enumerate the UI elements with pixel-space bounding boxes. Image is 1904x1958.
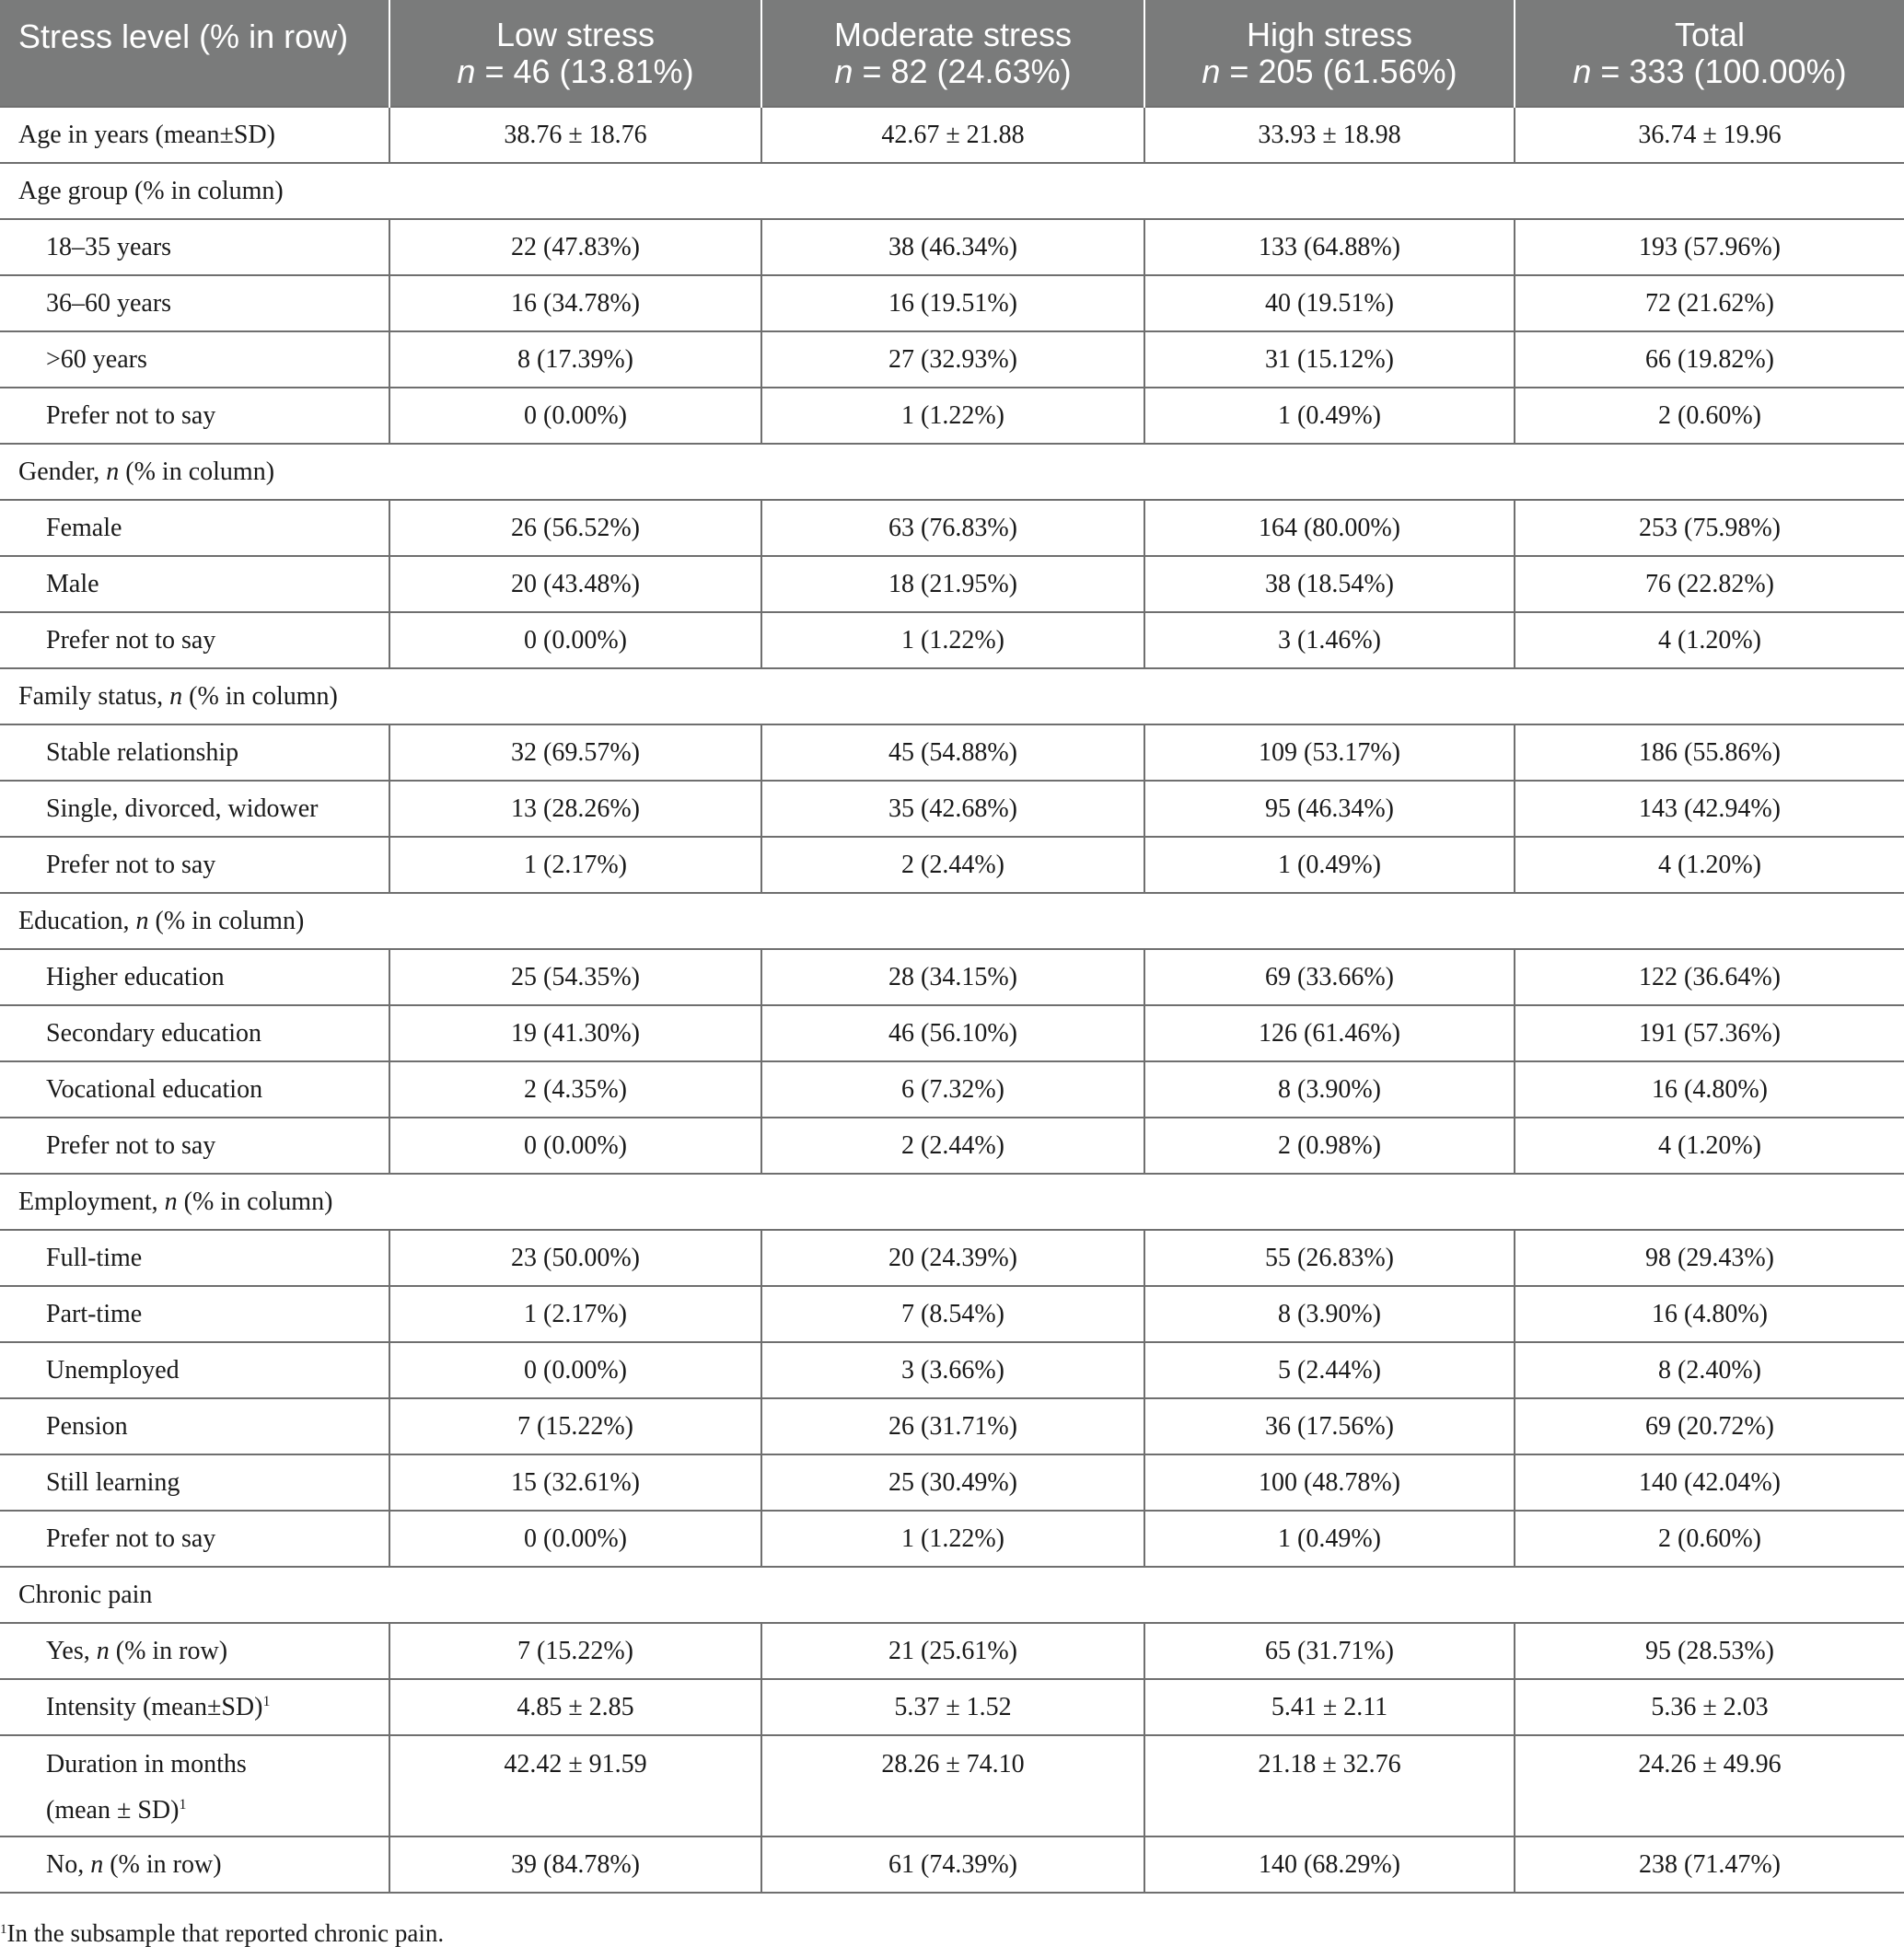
row-label: Stable relationship [0,724,389,781]
cell-moderate: 35 (42.68%) [761,781,1144,837]
header-total: Total n = 333 (100.00%) [1515,0,1904,107]
cell-total: 253 (75.98%) [1515,500,1904,556]
group-label: Family status, n (% in column) [0,668,1904,724]
cell-high: 140 (68.29%) [1144,1836,1515,1893]
cell-high: 133 (64.88%) [1144,219,1515,275]
cell-total: 191 (57.36%) [1515,1005,1904,1061]
cell-high: 31 (15.12%) [1144,331,1515,388]
table-row [0,1735,1904,1836]
row-label: Prefer not to say [0,388,389,444]
cell-total: 186 (55.86%) [1515,724,1904,781]
cell-total: 69 (20.72%) [1515,1398,1904,1454]
cell-total: 193 (57.96%) [1515,219,1904,275]
cell-total: 36.74 ± 19.96 [1515,107,1904,163]
cell-total: 4 (1.20%) [1515,612,1904,668]
cell-moderate: 26 (31.71%) [761,1398,1144,1454]
cell-total: 5.36 ± 2.03 [1515,1679,1904,1735]
table-row [0,1398,1904,1454]
cell-moderate: 28 (34.15%) [761,949,1144,1005]
cell-total: 143 (42.94%) [1515,781,1904,837]
cell-high: 3 (1.46%) [1144,612,1515,668]
row-label: Secondary education [0,1005,389,1061]
cell-high: 95 (46.34%) [1144,781,1515,837]
cell-total: 4 (1.20%) [1515,837,1904,893]
row-label: Single, divorced, widower [0,781,389,837]
cell-moderate: 63 (76.83%) [761,500,1144,556]
cell-low: 7 (15.22%) [389,1398,761,1454]
row-label: Still learning [0,1454,389,1511]
footnote-marker: 1 [179,1797,187,1813]
cell-low: 13 (28.26%) [389,781,761,837]
row-label: Full-time [0,1230,389,1286]
row-label: 18–35 years [0,219,389,275]
cell-high: 40 (19.51%) [1144,275,1515,331]
cell-total: 238 (71.47%) [1515,1836,1904,1893]
cell-high: 5.41 ± 2.11 [1144,1679,1515,1735]
cell-high: 164 (80.00%) [1144,500,1515,556]
cell-moderate: 1 (1.22%) [761,612,1144,668]
cell-high: 33.93 ± 18.98 [1144,107,1515,163]
header-row [0,0,1904,107]
table-row [0,1230,1904,1286]
footnote-marker: 1 [262,1693,271,1709]
group-label: Employment, n (% in column) [0,1174,1904,1230]
cell-low: 1 (2.17%) [389,837,761,893]
table-row [0,1623,1904,1679]
table-row [0,331,1904,388]
cell-high: 21.18 ± 32.76 [1144,1735,1515,1836]
group-row [0,668,1904,724]
cell-total: 8 (2.40%) [1515,1342,1904,1398]
cell-low: 23 (50.00%) [389,1230,761,1286]
cell-low: 15 (32.61%) [389,1454,761,1511]
row-label: Part-time [0,1286,389,1342]
cell-low: 42.42 ± 91.59 [389,1735,761,1836]
cell-low: 32 (69.57%) [389,724,761,781]
table-footnote: $^1$In the subsample that reported chronic pain. [0,1919,445,1947]
row-label: Female [0,500,389,556]
cell-high: 1 (0.49%) [1144,1511,1515,1567]
cell-low: 0 (0.00%) [389,1342,761,1398]
table-row [0,219,1904,275]
cell-total: 98 (29.43%) [1515,1230,1904,1286]
cell-moderate: 2 (2.44%) [761,837,1144,893]
cell-total: 76 (22.82%) [1515,556,1904,612]
cell-moderate: 25 (30.49%) [761,1454,1144,1511]
cell-low: 0 (0.00%) [389,388,761,444]
cell-high: 8 (3.90%) [1144,1286,1515,1342]
cell-low: 26 (56.52%) [389,500,761,556]
row-label: >60 years [0,331,389,388]
cell-moderate: 20 (24.39%) [761,1230,1144,1286]
footnote-marker: 1 [0,1922,7,1937]
cell-high: 65 (31.71%) [1144,1623,1515,1679]
cell-low: 4.85 ± 2.85 [389,1679,761,1735]
cell-high: 8 (3.90%) [1144,1061,1515,1118]
row-label: Yes, n (% in row) [0,1623,389,1679]
cell-low: 7 (15.22%) [389,1623,761,1679]
table-row [0,275,1904,331]
cell-moderate: 28.26 ± 74.10 [761,1735,1144,1836]
table-row [0,949,1904,1005]
header-moderate-stress: Moderate stress n = 82 (24.63%) [761,0,1144,107]
group-label: Education, n (% in column) [0,893,1904,949]
cell-moderate: 16 (19.51%) [761,275,1144,331]
cell-high: 1 (0.49%) [1144,837,1515,893]
table-row [0,107,1904,163]
cell-moderate: 21 (25.61%) [761,1623,1144,1679]
table-row [0,781,1904,837]
table-row [0,612,1904,668]
cell-low: 16 (34.78%) [389,275,761,331]
row-label: Prefer not to say [0,1511,389,1567]
group-label: Chronic pain [0,1567,1904,1623]
cell-high: 38 (18.54%) [1144,556,1515,612]
row-label: Prefer not to say [0,837,389,893]
row-label: Prefer not to say [0,612,389,668]
cell-total: 16 (4.80%) [1515,1061,1904,1118]
cell-low: 0 (0.00%) [389,1511,761,1567]
table-row [0,556,1904,612]
cell-high: 55 (26.83%) [1144,1230,1515,1286]
cell-low: 2 (4.35%) [389,1061,761,1118]
cell-total: 2 (0.60%) [1515,1511,1904,1567]
cell-moderate: 42.67 ± 21.88 [761,107,1144,163]
cell-high: 2 (0.98%) [1144,1118,1515,1174]
table-row [0,1342,1904,1398]
group-row [0,1174,1904,1230]
cell-moderate: 2 (2.44%) [761,1118,1144,1174]
cell-low: 0 (0.00%) [389,612,761,668]
cell-low: 20 (43.48%) [389,556,761,612]
cell-low: 0 (0.00%) [389,1118,761,1174]
table-row [0,1454,1904,1511]
cell-low: 39 (84.78%) [389,1836,761,1893]
cell-total: 140 (42.04%) [1515,1454,1904,1511]
cell-low: 38.76 ± 18.76 [389,107,761,163]
cell-moderate: 46 (56.10%) [761,1005,1144,1061]
row-label: Duration in months (mean ± SD)$^1$ [0,1735,389,1836]
cell-total: 66 (19.82%) [1515,331,1904,388]
cell-low: 22 (47.83%) [389,219,761,275]
cell-moderate: 27 (32.93%) [761,331,1144,388]
cell-total: 4 (1.20%) [1515,1118,1904,1174]
cell-moderate: 61 (74.39%) [761,1836,1144,1893]
cell-high: 126 (61.46%) [1144,1005,1515,1061]
group-row [0,893,1904,949]
cell-moderate: 1 (1.22%) [761,388,1144,444]
cell-total: 72 (21.62%) [1515,275,1904,331]
row-label: No, n (% in row) [0,1836,389,1893]
row-label: Pension [0,1398,389,1454]
cell-moderate: 1 (1.22%) [761,1511,1144,1567]
cell-total: 122 (36.64%) [1515,949,1904,1005]
group-row [0,444,1904,500]
table-row [0,388,1904,444]
row-label: Male [0,556,389,612]
cell-high: 109 (53.17%) [1144,724,1515,781]
table-row [0,837,1904,893]
cell-total: 2 (0.60%) [1515,388,1904,444]
cell-moderate: 18 (21.95%) [761,556,1144,612]
cell-high: 1 (0.49%) [1144,388,1515,444]
table-row [0,1836,1904,1893]
row-label: Age in years (mean±SD) [0,107,389,163]
row-label: Higher education [0,949,389,1005]
cell-moderate: 5.37 ± 1.52 [761,1679,1144,1735]
table-row [0,1679,1904,1735]
row-label: Vocational education [0,1061,389,1118]
cell-total: 16 (4.80%) [1515,1286,1904,1342]
header-low-stress: Low stress n = 46 (13.81%) [389,0,761,107]
table-row [0,1061,1904,1118]
cell-moderate: 38 (46.34%) [761,219,1144,275]
group-row [0,163,1904,219]
cell-high: 36 (17.56%) [1144,1398,1515,1454]
group-label: Age group (% in column) [0,163,1904,219]
header-high-stress: High stress n = 205 (61.56%) [1144,0,1515,107]
cell-moderate: 6 (7.32%) [761,1061,1144,1118]
cell-total: 24.26 ± 49.96 [1515,1735,1904,1836]
table-row [0,1118,1904,1174]
table-row [0,1286,1904,1342]
header-stress-level: Stress level (% in row) [0,0,389,107]
cell-low: 8 (17.39%) [389,331,761,388]
cell-moderate: 3 (3.66%) [761,1342,1144,1398]
table-row [0,500,1904,556]
row-label: 36–60 years [0,275,389,331]
cell-low: 25 (54.35%) [389,949,761,1005]
row-label: Intensity (mean±SD)$^1$ [0,1679,389,1735]
cell-high: 5 (2.44%) [1144,1342,1515,1398]
cell-high: 69 (33.66%) [1144,949,1515,1005]
cell-moderate: 7 (8.54%) [761,1286,1144,1342]
group-row [0,1567,1904,1623]
cell-high: 100 (48.78%) [1144,1454,1515,1511]
row-label: Unemployed [0,1342,389,1398]
cell-low: 1 (2.17%) [389,1286,761,1342]
cell-total: 95 (28.53%) [1515,1623,1904,1679]
cell-low: 19 (41.30%) [389,1005,761,1061]
table-row [0,724,1904,781]
table-row [0,1511,1904,1567]
cell-moderate: 45 (54.88%) [761,724,1144,781]
group-label: Gender, n (% in column) [0,444,1904,500]
table-row [0,1005,1904,1061]
row-label: Prefer not to say [0,1118,389,1174]
